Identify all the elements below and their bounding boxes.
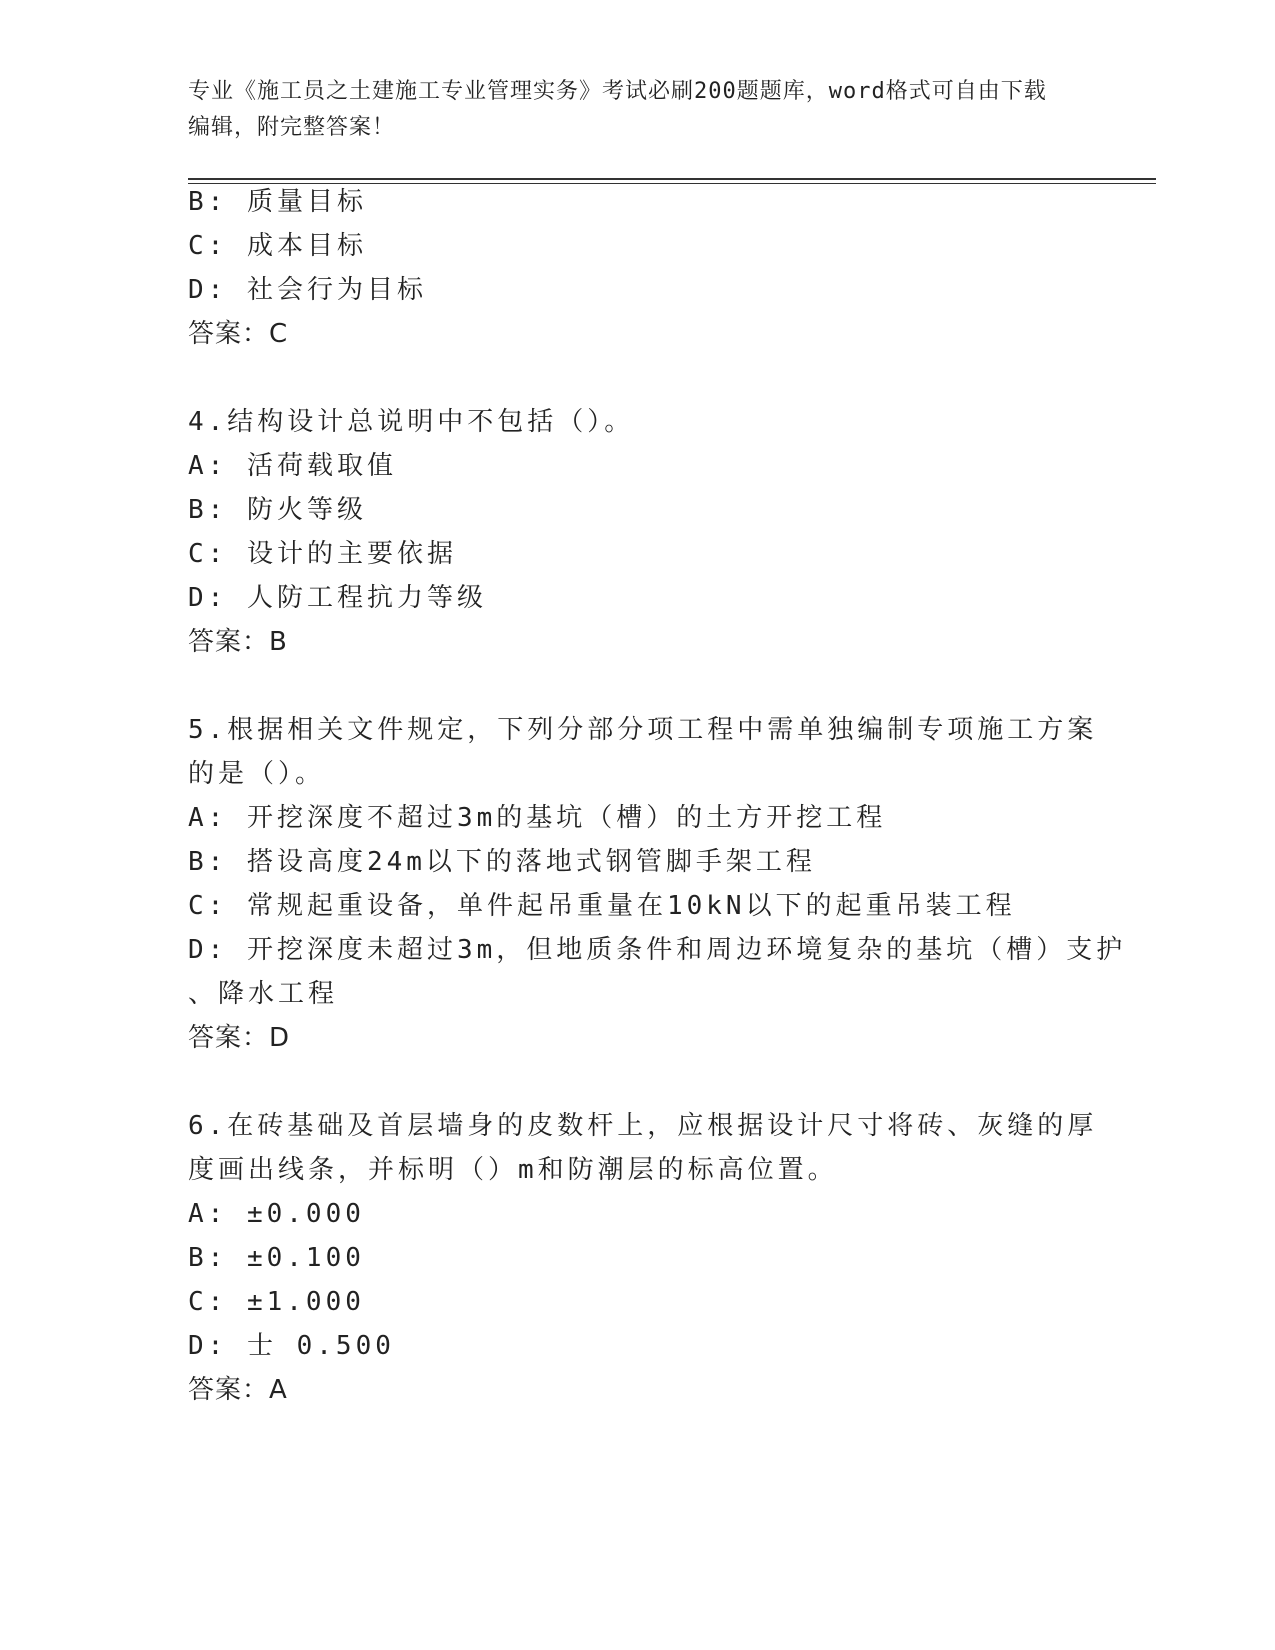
answer: 答案：A bbox=[188, 1375, 288, 1405]
question-text-line-2: 的是（）。 bbox=[188, 759, 326, 789]
option-c: C: 设计的主要依据 bbox=[188, 539, 457, 569]
answer: 答案：C bbox=[188, 319, 289, 349]
option-b: B: 搭设高度24m以下的落地式钢管脚手架工程 bbox=[188, 847, 816, 877]
option-d: D: 开挖深度未超过3m，但地质条件和周边环境复杂的基坑（槽）支护 bbox=[188, 935, 1127, 965]
option-c: C: 常规起重设备，单件起吊重量在10kN以下的起重吊装工程 bbox=[188, 891, 1016, 921]
option-d: D: 人防工程抗力等级 bbox=[188, 583, 487, 613]
option-c: C: ±1.000 bbox=[188, 1287, 365, 1317]
option-a: A: 开挖深度不超过3m的基坑（槽）的土方开挖工程 bbox=[188, 803, 887, 833]
option-b: B: 防火等级 bbox=[188, 495, 367, 525]
option-d: D: 士 0.500 bbox=[188, 1331, 395, 1361]
option-d-continued: 、降水工程 bbox=[188, 979, 339, 1009]
page-header: 专业《施工员之土建施工专业管理实务》考试必刷200题题库，word格式可自由下载编辑，附完整答案！ bbox=[188, 79, 1047, 140]
question-text-line-1: 6.在砖基础及首层墙身的皮数杆上，应根据设计尺寸将砖、灰缝的厚 bbox=[188, 1111, 1098, 1141]
option-a: A: ±0.000 bbox=[188, 1199, 365, 1229]
option-d: D: 社会行为目标 bbox=[188, 275, 427, 305]
option-c: C: 成本目标 bbox=[188, 231, 367, 261]
question-text-line-1: 5.根据相关文件规定，下列分部分项工程中需单独编制专项施工方案 bbox=[188, 715, 1098, 745]
header-divider bbox=[188, 178, 1156, 184]
answer: 答案：D bbox=[188, 1023, 291, 1053]
question-text: 4.结构设计总说明中不包括（）。 bbox=[188, 407, 635, 437]
option-b: B: 质量目标 bbox=[188, 187, 367, 217]
option-a: A: 活荷载取值 bbox=[188, 451, 397, 481]
option-b: B: ±0.100 bbox=[188, 1243, 365, 1273]
question-text-line-2: 度画出线条，并标明（）m和防潮层的标高位置。 bbox=[188, 1155, 838, 1185]
answer: 答案：B bbox=[188, 627, 288, 657]
